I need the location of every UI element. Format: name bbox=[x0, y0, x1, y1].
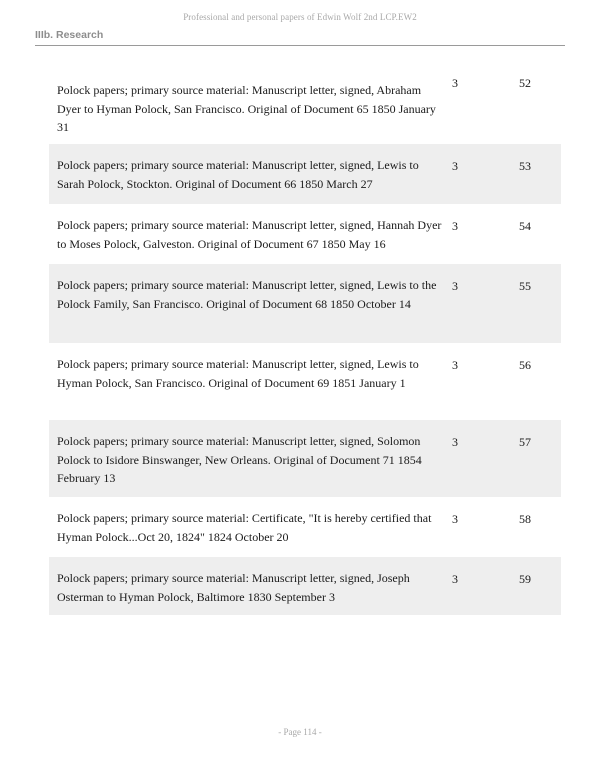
table-row bbox=[49, 343, 561, 420]
table-row bbox=[49, 420, 561, 497]
item-number: 59 bbox=[519, 572, 531, 586]
box-number: 3 bbox=[452, 358, 458, 372]
section-divider bbox=[35, 45, 565, 46]
box-number: 3 bbox=[452, 435, 458, 449]
item-number: 55 bbox=[519, 279, 531, 293]
box-number: 3 bbox=[452, 512, 458, 526]
item-number: 52 bbox=[519, 76, 531, 90]
box-number: 3 bbox=[452, 279, 458, 293]
item-description: Polock papers; primary source material: Manuscript letter, signed, Solomon Polock to Isidore Binswanger, New Orleans. Original of Document 71 1854 February 13 bbox=[57, 434, 422, 486]
container-list-table bbox=[49, 61, 561, 615]
item-description: Polock papers; primary source material: Manuscript letter, signed, Lewis to Hyman Polock, San Francisco. Original of Document 69 1851 January 1 bbox=[57, 357, 419, 390]
table-row bbox=[49, 264, 561, 343]
item-number: 57 bbox=[519, 435, 531, 449]
table-row bbox=[49, 144, 561, 204]
item-description: Polock papers; primary source material: Manuscript letter, signed, Hannah Dyer to Moses Polock, Galveston. Original of Document 67 1850 May 16 bbox=[57, 218, 442, 251]
item-description: Polock papers; primary source material: Manuscript letter, signed, Lewis to Sarah Polock, Stockton. Original of Document 66 1850 March 27 bbox=[57, 158, 419, 191]
table-row bbox=[49, 557, 561, 615]
table-row bbox=[49, 204, 561, 264]
box-number: 3 bbox=[452, 572, 458, 586]
item-number: 58 bbox=[519, 512, 531, 526]
box-number: 3 bbox=[452, 76, 458, 90]
item-description: Polock papers; primary source material: Manuscript letter, signed, Abraham Dyer to Hyman Polock, San Francisco. Original of Document 65 1850 January 31 bbox=[57, 83, 436, 135]
item-description: Polock papers; primary source material: Manuscript letter, signed, Lewis to the Polock Family, San Francisco. Original of Document 68 1850 October 14 bbox=[57, 278, 437, 311]
running-header: Professional and personal papers of Edwin Wolf 2nd LCP.EW2 bbox=[183, 12, 417, 22]
table-row bbox=[49, 61, 561, 144]
page-number: - Page 114 - bbox=[278, 727, 322, 737]
box-number: 3 bbox=[452, 159, 458, 173]
section-label: IIIb. Research bbox=[35, 29, 104, 41]
item-description: Polock papers; primary source material: Manuscript letter, signed, Joseph Osterman to Hyman Polock, Baltimore 1830 September 3 bbox=[57, 571, 410, 604]
item-description: Polock papers; primary source material: Certificate, "It is hereby certified that Hyman Polock...Oct 20, 1824" 1824 October 20 bbox=[57, 511, 432, 544]
item-number: 56 bbox=[519, 358, 531, 372]
table-row bbox=[49, 497, 561, 557]
item-number: 53 bbox=[519, 159, 531, 173]
box-number: 3 bbox=[452, 219, 458, 233]
item-number: 54 bbox=[519, 219, 531, 233]
